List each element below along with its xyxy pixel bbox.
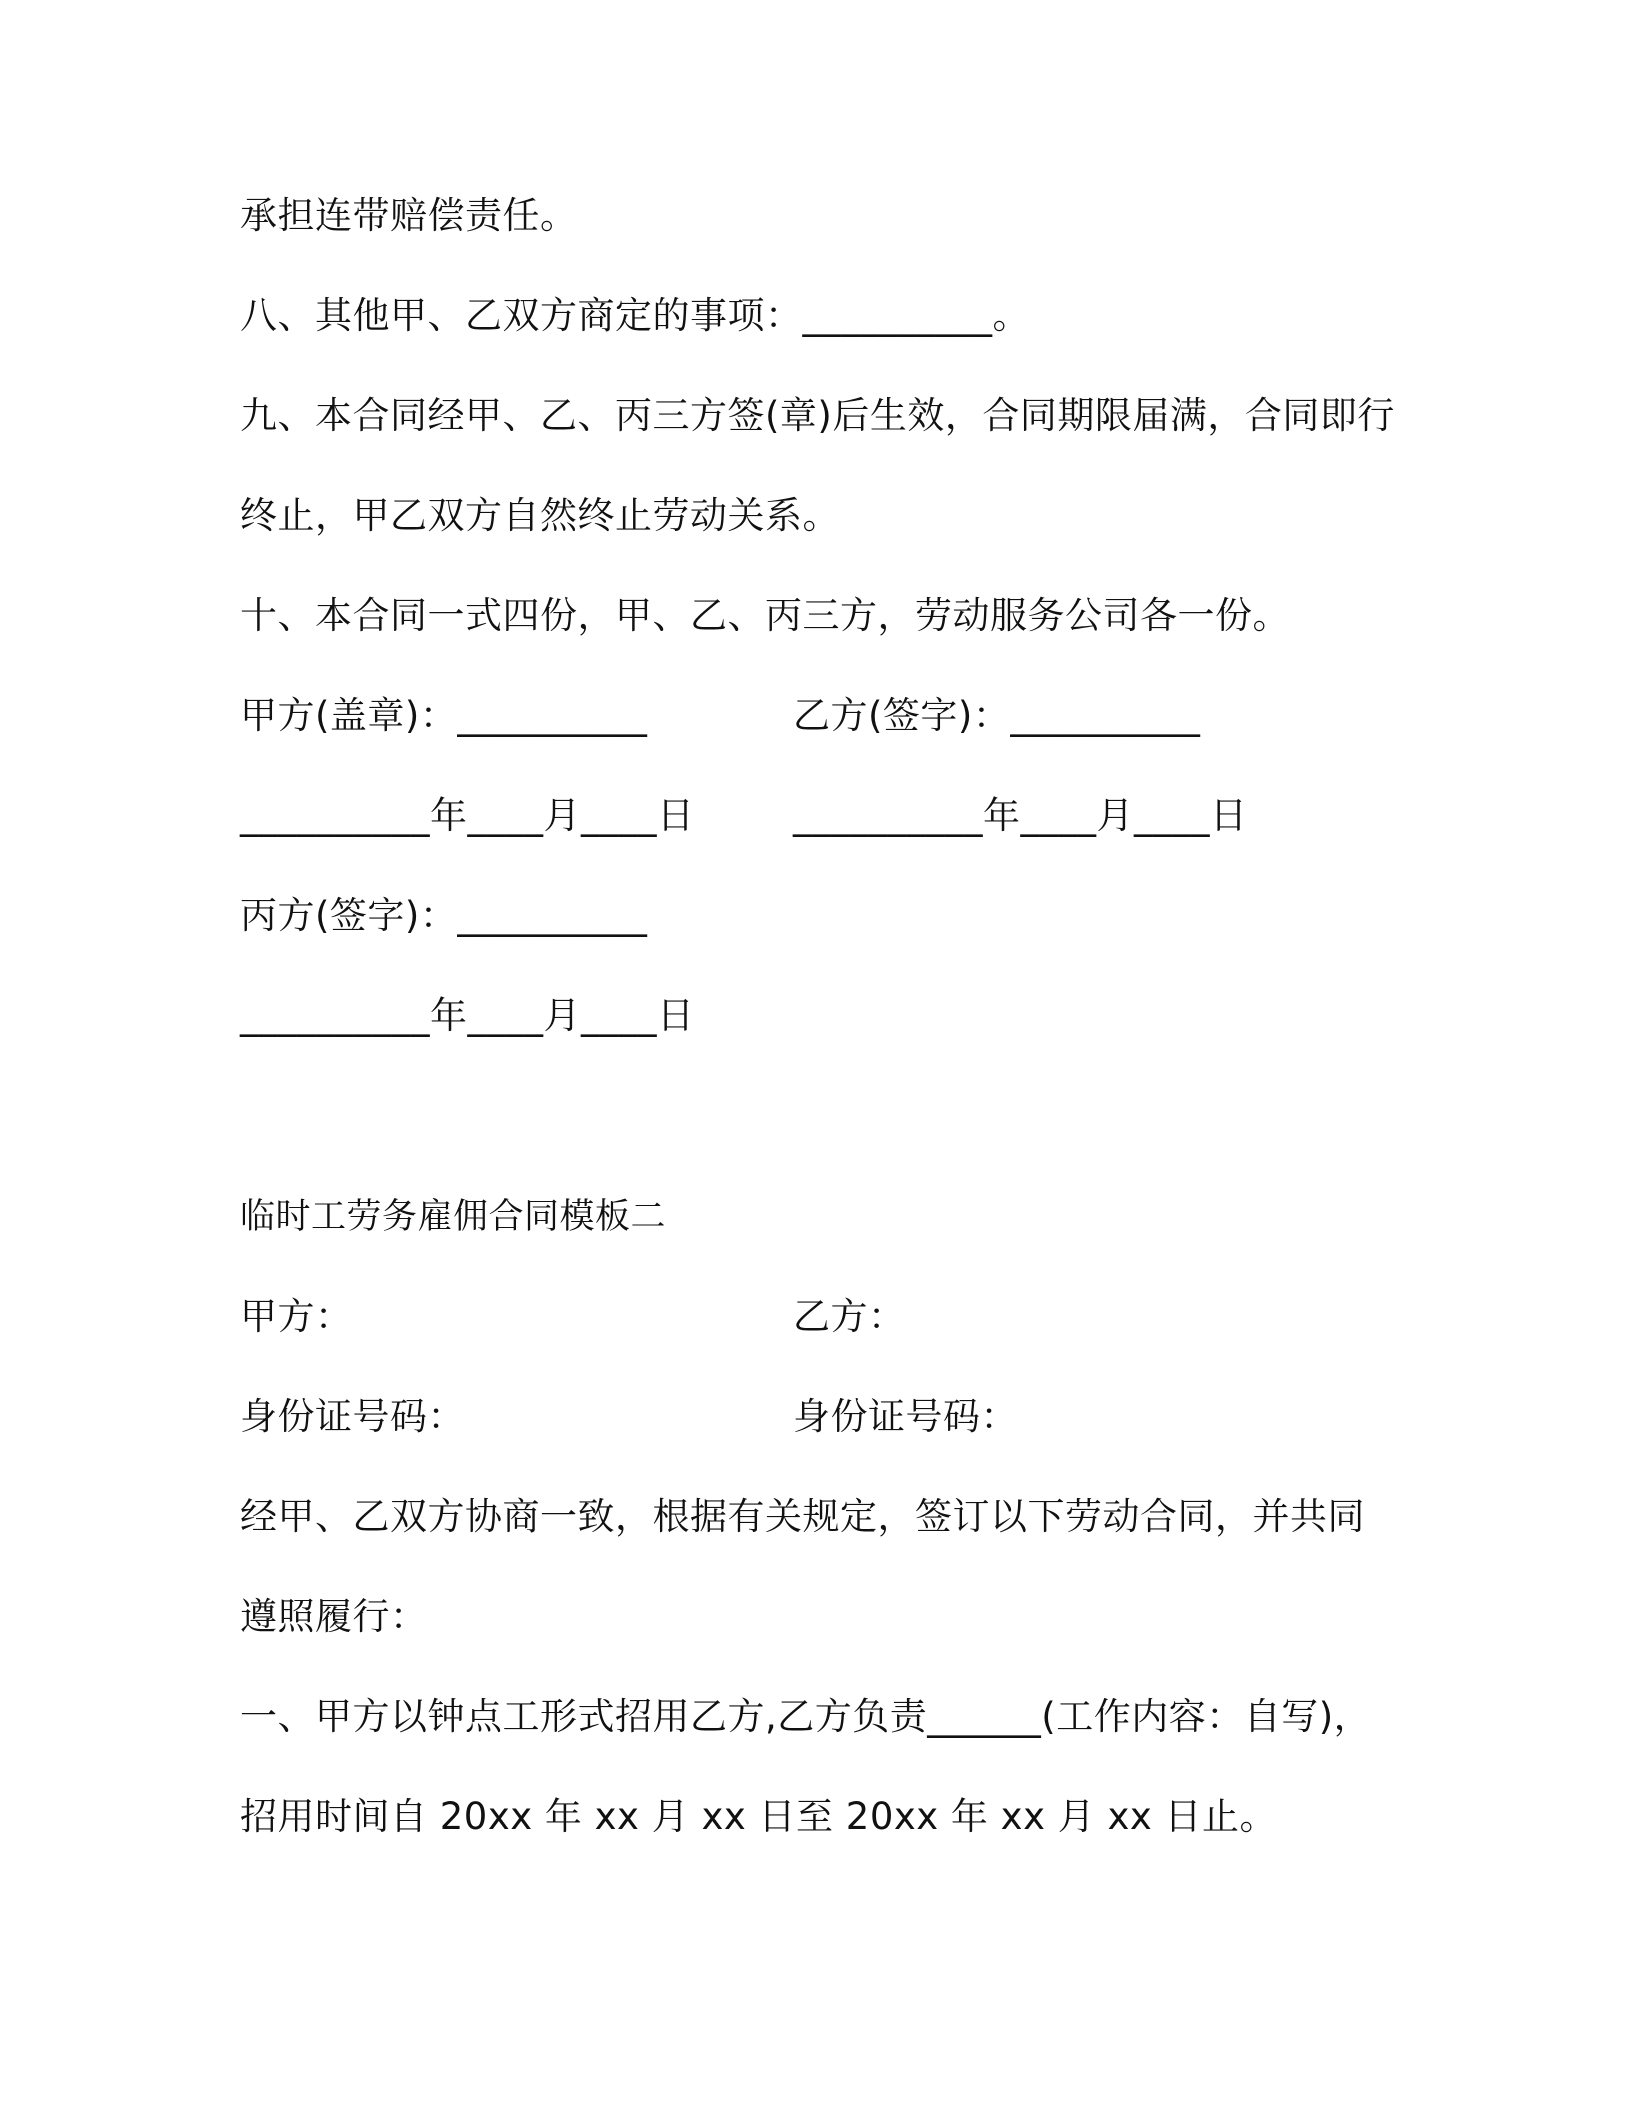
party-a-seal-line: 甲方(盖章)：__________ xyxy=(240,694,648,737)
clause-eight: 八、其他甲、乙双方商定的事项：__________。 xyxy=(240,294,1030,337)
party-c-sign-line: 丙方(签字)：__________ xyxy=(240,894,648,937)
party-b-sign-line: 乙方(签字)：__________ xyxy=(793,694,1201,737)
clause-nine-line1: 九、本合同经甲、乙、丙三方签(章)后生效，合同期限届满，合同即行 xyxy=(240,394,1395,437)
template2-clause1-line1: 一、甲方以钟点工形式招用乙方,乙方负责______(工作内容：自写)， xyxy=(240,1695,1372,1738)
template2-id-a: 身份证号码： xyxy=(240,1395,465,1438)
template2-intro-line2: 遵照履行： xyxy=(240,1595,428,1638)
clause-nine-line2: 终止，甲乙双方自然终止劳动关系。 xyxy=(240,494,840,537)
template2-party-b: 乙方： xyxy=(793,1295,906,1338)
template2-clause1-line2: 招用时间自 20xx 年 xx 月 xx 日至 20xx 年 xx 月 xx 日止。 xyxy=(240,1795,1278,1838)
template2-title: 临时工劳务雇佣合同模板二 xyxy=(240,1197,667,1237)
party-a-date-line: __________年____月____日 xyxy=(240,794,695,837)
template2-intro-line1: 经甲、乙双方协商一致，根据有关规定，签订以下劳动合同，并共同 xyxy=(240,1495,1365,1538)
party-b-date-line: __________年____月____日 xyxy=(793,794,1248,837)
template2-id-b: 身份证号码： xyxy=(793,1395,1018,1438)
party-c-date-line: __________年____月____日 xyxy=(240,994,695,1037)
paragraph-liability-end: 承担连带赔偿责任。 xyxy=(240,194,578,237)
template2-party-a: 甲方： xyxy=(240,1295,353,1338)
clause-ten: 十、本合同一式四份，甲、乙、丙三方，劳动服务公司各一份。 xyxy=(240,594,1290,637)
